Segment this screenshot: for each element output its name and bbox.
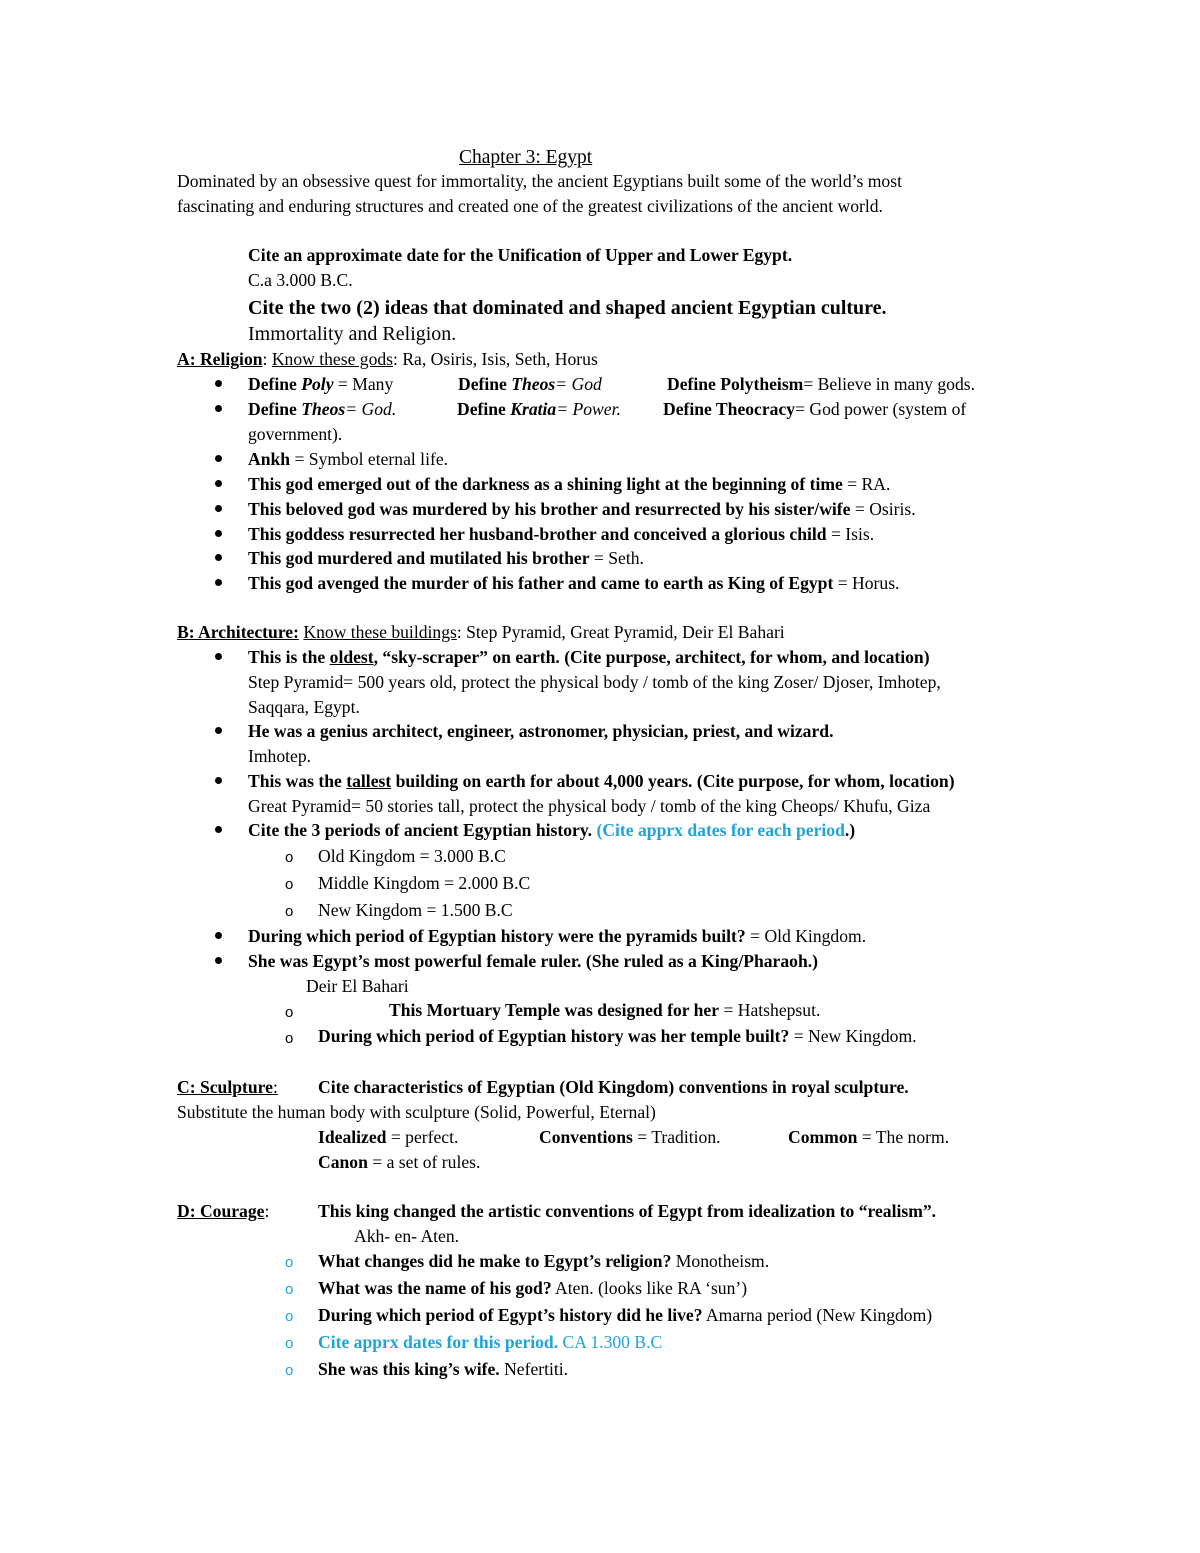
bullet-icon: [215, 455, 222, 462]
religion-defs-2b: Define Kratia= Power.: [457, 399, 621, 419]
architecture-q-periods: Cite the 3 periods of ancient Egyptian history. (Cite apprx dates for each period.): [248, 820, 856, 840]
answer-two-ideas: Immortality and Religion.: [248, 323, 457, 345]
architecture-q-female-ruler: She was Egypt’s most powerful female ruler. (She ruled as a King/Pharaoh.): [248, 951, 819, 971]
religion-heading: A: Religion: [177, 349, 263, 369]
courage-question: This king changed the artistic conventions of Egypt from idealization to “realism”.: [318, 1201, 937, 1221]
religion-ra: This god emerged out of the darkness as a shining light at the beginning of time = RA.: [248, 474, 891, 494]
bullet-icon: [215, 932, 222, 939]
religion-ankh: Ankh = Symbol eternal life.: [248, 449, 449, 469]
religion-horus: This god avenged the murder of his father and came to earth as King of Egypt = Horus.: [248, 573, 900, 593]
architecture-q-oldest: This is the oldest, “sky-scraper” on earth. (Cite purpose, architect, for whom, and location): [248, 647, 930, 667]
sculpture-question: Cite characteristics of Egyptian (Old Kingdom) conventions in royal sculpture.: [318, 1077, 909, 1097]
page-title: Chapter 3: Egypt: [459, 147, 593, 168]
religion-know-label: Know these gods: [271, 349, 394, 369]
question-two-ideas: Cite the two (2) ideas that dominated and shaped ancient Egyptian culture.: [248, 297, 887, 319]
sub-bullet-icon: o: [285, 849, 294, 866]
architecture-a-deir-el-bahari: Deir El Bahari: [306, 976, 409, 996]
bullet-icon: [215, 777, 222, 784]
sub-bullet-icon: o: [285, 1362, 294, 1379]
sculpture-common: Common = The norm.: [788, 1127, 950, 1147]
sculpture-heading-line: C: Sculpture:: [177, 1077, 278, 1097]
sub-bullet-icon: o: [285, 1030, 294, 1047]
period-old-kingdom: Old Kingdom = 3.000 B.C: [318, 846, 506, 866]
period-middle-kingdom: Middle Kingdom = 2.000 B.C: [318, 873, 531, 893]
courage-heading: D: Courage: [177, 1201, 265, 1221]
courage-period: During which period of Egypt’s history did he live? Amarna period (New Kingdom): [318, 1305, 933, 1325]
architecture-temple-period: During which period of Egyptian history was her temple built? = New Kingdom.: [318, 1026, 917, 1046]
question-unification: Cite an approximate date for the Unification of Upper and Lower Egypt.: [248, 245, 793, 265]
religion-defs-1b: Define Theos= God: [458, 374, 602, 394]
courage-heading-line: D: Courage:: [177, 1201, 270, 1221]
sculpture-answer: Substitute the human body with sculpture (Solid, Powerful, Eternal): [177, 1102, 656, 1122]
architecture-a-oldest-2: Saqqara, Egypt.: [248, 697, 360, 717]
sub-bullet-icon: o: [285, 876, 294, 893]
architecture-a-tallest: Great Pyramid= 50 stories tall, protect the physical body / tomb of the king Cheops/ Khufu, Giza: [248, 796, 931, 816]
religion-osiris: This beloved god was murdered by his brother and resurrected by his sister/wife = Osiris.: [248, 499, 916, 519]
architecture-heading-line: [177, 624, 785, 642]
architecture-buildings: : Step Pyramid, Great Pyramid, Deir El Bahari: [456, 622, 785, 642]
religion-gods: : Ra, Osiris, Isis, Seth, Horus: [393, 349, 598, 369]
religion-seth: This god murdered and mutilated his brother = Seth.: [248, 548, 644, 568]
sub-bullet-icon: o: [285, 1308, 294, 1325]
courage-religion: What changes did he make to Egypt’s religion? Monotheism.: [318, 1251, 770, 1271]
period-new-kingdom: New Kingdom = 1.500 B.C: [318, 900, 513, 920]
bullet-icon: [215, 480, 222, 487]
bullet-icon: [215, 957, 222, 964]
architecture-heading: B: Architecture:: [177, 622, 299, 642]
answer-unification: C.a 3.000 B.C.: [248, 270, 353, 290]
religion-defs-2-cont: government).: [248, 424, 343, 444]
bullet-icon: [215, 554, 222, 561]
architecture-a-imhotep: Imhotep.: [248, 746, 312, 766]
religion-defs-1: Define Poly = Many: [248, 374, 394, 394]
bullet-icon: [215, 653, 222, 660]
architecture-know-label: Know these buildings: [303, 622, 457, 642]
architecture-mortuary-temple: This Mortuary Temple was designed for her = Hatshepsut.: [389, 1000, 821, 1020]
architecture-q-tallest: This was the tallest building on earth for about 4,000 years. (Cite purpose, for whom, location): [248, 771, 955, 791]
bullet-icon: [215, 505, 222, 512]
intro-line-2: fascinating and enduring structures and created one of the greatest civilizations of the ancient world.: [177, 196, 883, 216]
sub-bullet-icon: o: [285, 1004, 294, 1021]
bullet-icon: [215, 579, 222, 586]
sculpture-idealized: Idealized = perfect.: [318, 1127, 459, 1147]
bullet-icon: [215, 826, 222, 833]
sub-bullet-icon: o: [285, 1254, 294, 1271]
religion-defs-1c: Define Polytheism= Believe in many gods.: [667, 374, 975, 394]
bullet-icon: [215, 405, 222, 412]
religion-defs-2: Define Theos= God.: [248, 399, 397, 419]
bullet-icon: [215, 380, 222, 387]
intro-line-1: Dominated by an obsessive quest for immortality, the ancient Egyptians built some of the world’s most: [177, 171, 902, 191]
architecture-a-oldest-1: Step Pyramid= 500 years old, protect the physical body / tomb of the king Zoser/ Djoser, Imhotep,: [248, 672, 941, 692]
sub-bullet-icon: o: [285, 1281, 294, 1298]
religion-isis: This goddess resurrected her husband-brother and conceived a glorious child = Isis.: [248, 524, 875, 544]
sculpture-heading: C: Sculpture: [177, 1077, 273, 1097]
sub-bullet-icon: o: [285, 903, 294, 920]
architecture-q-imhotep: He was a genius architect, engineer, astronomer, physician, priest, and wizard.: [248, 721, 834, 741]
religion-defs-2c: Define Theocracy= God power (system of: [663, 399, 967, 419]
sculpture-conventions: Conventions = Tradition.: [539, 1127, 721, 1147]
courage-answer: Akh- en- Aten.: [354, 1226, 460, 1246]
sculpture-canon: Canon = a set of rules.: [318, 1152, 481, 1172]
bullet-icon: [215, 727, 222, 734]
courage-god-name: What was the name of his god? Aten. (looks like RA ‘sun’): [318, 1278, 748, 1298]
bullet-icon: [215, 530, 222, 537]
courage-dates: Cite apprx dates for this period. CA 1.300 B.C: [318, 1332, 663, 1352]
courage-wife: She was this king’s wife. Nefertiti.: [318, 1359, 569, 1379]
sub-bullet-icon: o: [285, 1335, 294, 1352]
religion-heading-line: A: Religion: Know these gods: Ra, Osiris, Isis, Seth, Horus: [177, 349, 598, 369]
architecture-pyramids-period: During which period of Egyptian history were the pyramids built? = Old Kingdom.: [248, 926, 867, 946]
